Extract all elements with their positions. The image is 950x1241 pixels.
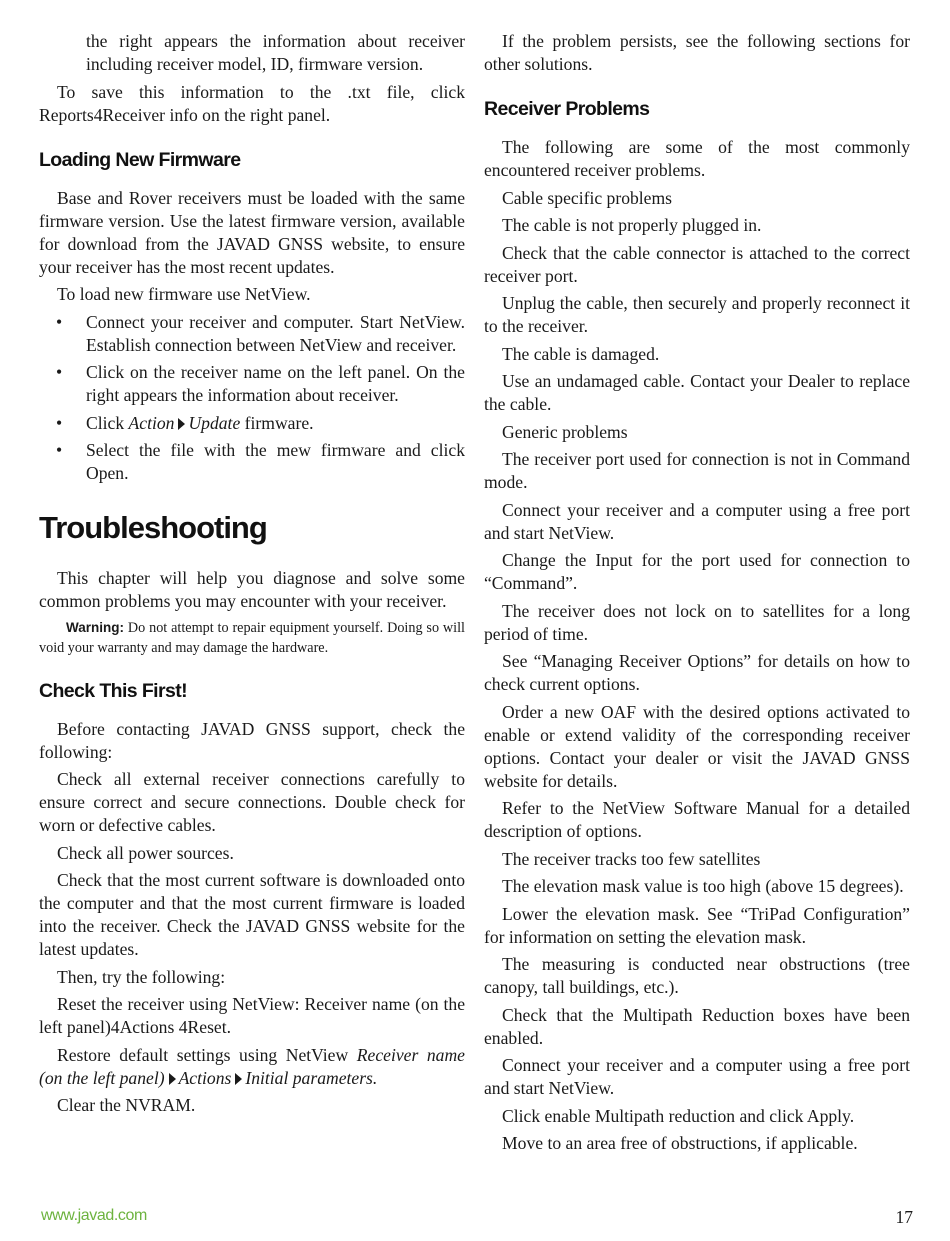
problem-paragraph: The receiver tracks too few satellites: [502, 848, 761, 869]
problem-paragraph: Order a new OAF with the desired options activated to enable or extend validity of the corresponding receiver options. Contact your dealer or visit the JAVAD GNSS website for details.: [484, 701, 910, 791]
triangle-right-icon: [169, 1073, 176, 1085]
problem-paragraph: Move to an area free of obstructions, if applicable.: [502, 1133, 858, 1153]
bullet-icon: •: [56, 440, 63, 460]
check-paragraph-3: Check all power sources.: [57, 842, 234, 863]
problem-paragraph: The elevation mask value is too high (above 15 degrees).: [502, 876, 904, 896]
problem-paragraph: Lower the elevation mask. See “TriPad Configuration” for information on setting the elevation mask.: [484, 903, 910, 947]
problem-paragraph: The receiver does not lock on to satellites for a long period of time.: [484, 600, 910, 644]
check-paragraph-8: Clear the NVRAM.: [57, 1095, 196, 1115]
check-paragraph-6: Reset the receiver using NetView: Receiver name (on the left panel)4Actions 4Reset.: [39, 994, 465, 1037]
triangle-right-icon: [235, 1073, 242, 1085]
footer-url[interactable]: www.javad.com: [41, 1207, 147, 1224]
right-column: [484, 30, 910, 1160]
problem-paragraph: Unplug the cable, then securely and properly reconnect it to the receiver.: [484, 293, 910, 336]
troubleshooting-heading: Troubleshooting: [39, 510, 267, 545]
receiver-problems-heading: Receiver Problems: [484, 98, 650, 120]
problem-paragraph: The receiver port used for connection is not in Command mode.: [484, 449, 910, 492]
triangle-right-icon: [178, 418, 185, 430]
page-number: 17: [895, 1207, 913, 1227]
problem-paragraph: The following are some of the most commonly encountered receiver problems.: [484, 137, 910, 180]
loading-paragraph-1: Base and Rover receivers must be loaded with the same firmware version. Use the latest firmware version, available for download from the JAVAD GNSS website, to ensure your receiver has the most recent updates.: [39, 187, 465, 277]
list-item: • Select the file with the mew firmware and click Open.: [56, 440, 465, 483]
persist-paragraph: If the problem persists, see the following sections for other solutions.: [484, 31, 910, 74]
problem-paragraph: Cable specific problems: [502, 187, 673, 208]
check-paragraph-5: Then, try the following:: [57, 966, 226, 987]
save-info-paragraph: To save this information to the .txt file, click Reports4Receiver info on the right panel.: [39, 81, 465, 125]
problem-paragraph: See “Managing Receiver Options” for details on how to check current options.: [484, 651, 910, 694]
problem-paragraph: Generic problems: [502, 421, 628, 442]
trouble-paragraph: This chapter will help you diagnose and solve some common problems you may encounter with your receiver.: [39, 568, 465, 611]
problem-paragraph: Connect your receiver and a computer using a free port and start NetView.: [484, 499, 910, 543]
problem-paragraph: The cable is not properly plugged in.: [502, 215, 762, 235]
list-item: • Click on the receiver name on the left panel. On the right appears the information about receiver.: [56, 362, 465, 405]
check-first-heading: Check This First!: [39, 679, 187, 702]
intro-continuation: the right appears the information about receiver including receiver model, ID, firmware version.: [86, 31, 465, 74]
problem-paragraph: Click enable Multipath reduction and click Apply.: [502, 1105, 855, 1126]
bullet-icon: •: [56, 362, 63, 382]
problem-paragraph: Refer to the NetView Software Manual for a detailed description of options.: [484, 798, 910, 841]
problems-list: [484, 136, 910, 1155]
list-item: • Connect your receiver and computer. Start NetView. Establish connection between NetView and receiver.: [56, 311, 465, 355]
problem-paragraph: Check that the Multipath Reduction boxes have been enabled.: [484, 1004, 910, 1048]
problem-paragraph: Connect your receiver and a computer using a free port and start NetView.: [484, 1055, 910, 1098]
warning-label: Warning:: [66, 619, 124, 635]
left-column: [39, 30, 465, 1122]
problem-paragraph: The measuring is conducted near obstructions (tree canopy, tall buildings, etc.).: [484, 954, 910, 997]
check-paragraph-4: Check that the most current software is downloaded onto the computer and that the most current firmware is loaded into the receiver. Check the JAVAD GNSS website for the latest updates.: [39, 870, 465, 959]
restore-paragraph: Restore default settings using NetView Receiver name (on the left panel) Actions Initial parameters.: [39, 1044, 465, 1088]
problem-paragraph: Use an undamaged cable. Contact your Dealer to replace the cable.: [484, 371, 910, 414]
warning-note: Warning: Do not attempt to repair equipment yourself. Doing so will void your warranty and may damage the hardware.: [39, 619, 465, 656]
list-item: • Click Action Update firmware.: [56, 412, 314, 433]
problem-paragraph: The cable is damaged.: [502, 343, 660, 364]
check-paragraph-1: Before contacting JAVAD GNSS support, check the following:: [39, 718, 465, 762]
bullet-icon: •: [56, 311, 63, 332]
bullet-icon: •: [56, 412, 63, 433]
problem-paragraph: Check that the cable connector is attached to the correct receiver port.: [484, 242, 910, 286]
check-paragraph-2: Check all external receiver connections carefully to ensure correct and secure connections. Double check for worn or defective cables.: [39, 769, 465, 835]
loading-paragraph-2: To load new firmware use NetView.: [57, 284, 311, 304]
problem-paragraph: Change the Input for the port used for connection to “Command”.: [484, 550, 910, 593]
loading-firmware-heading: Loading New Firmware: [39, 148, 241, 171]
firmware-steps-list: [39, 311, 465, 486]
